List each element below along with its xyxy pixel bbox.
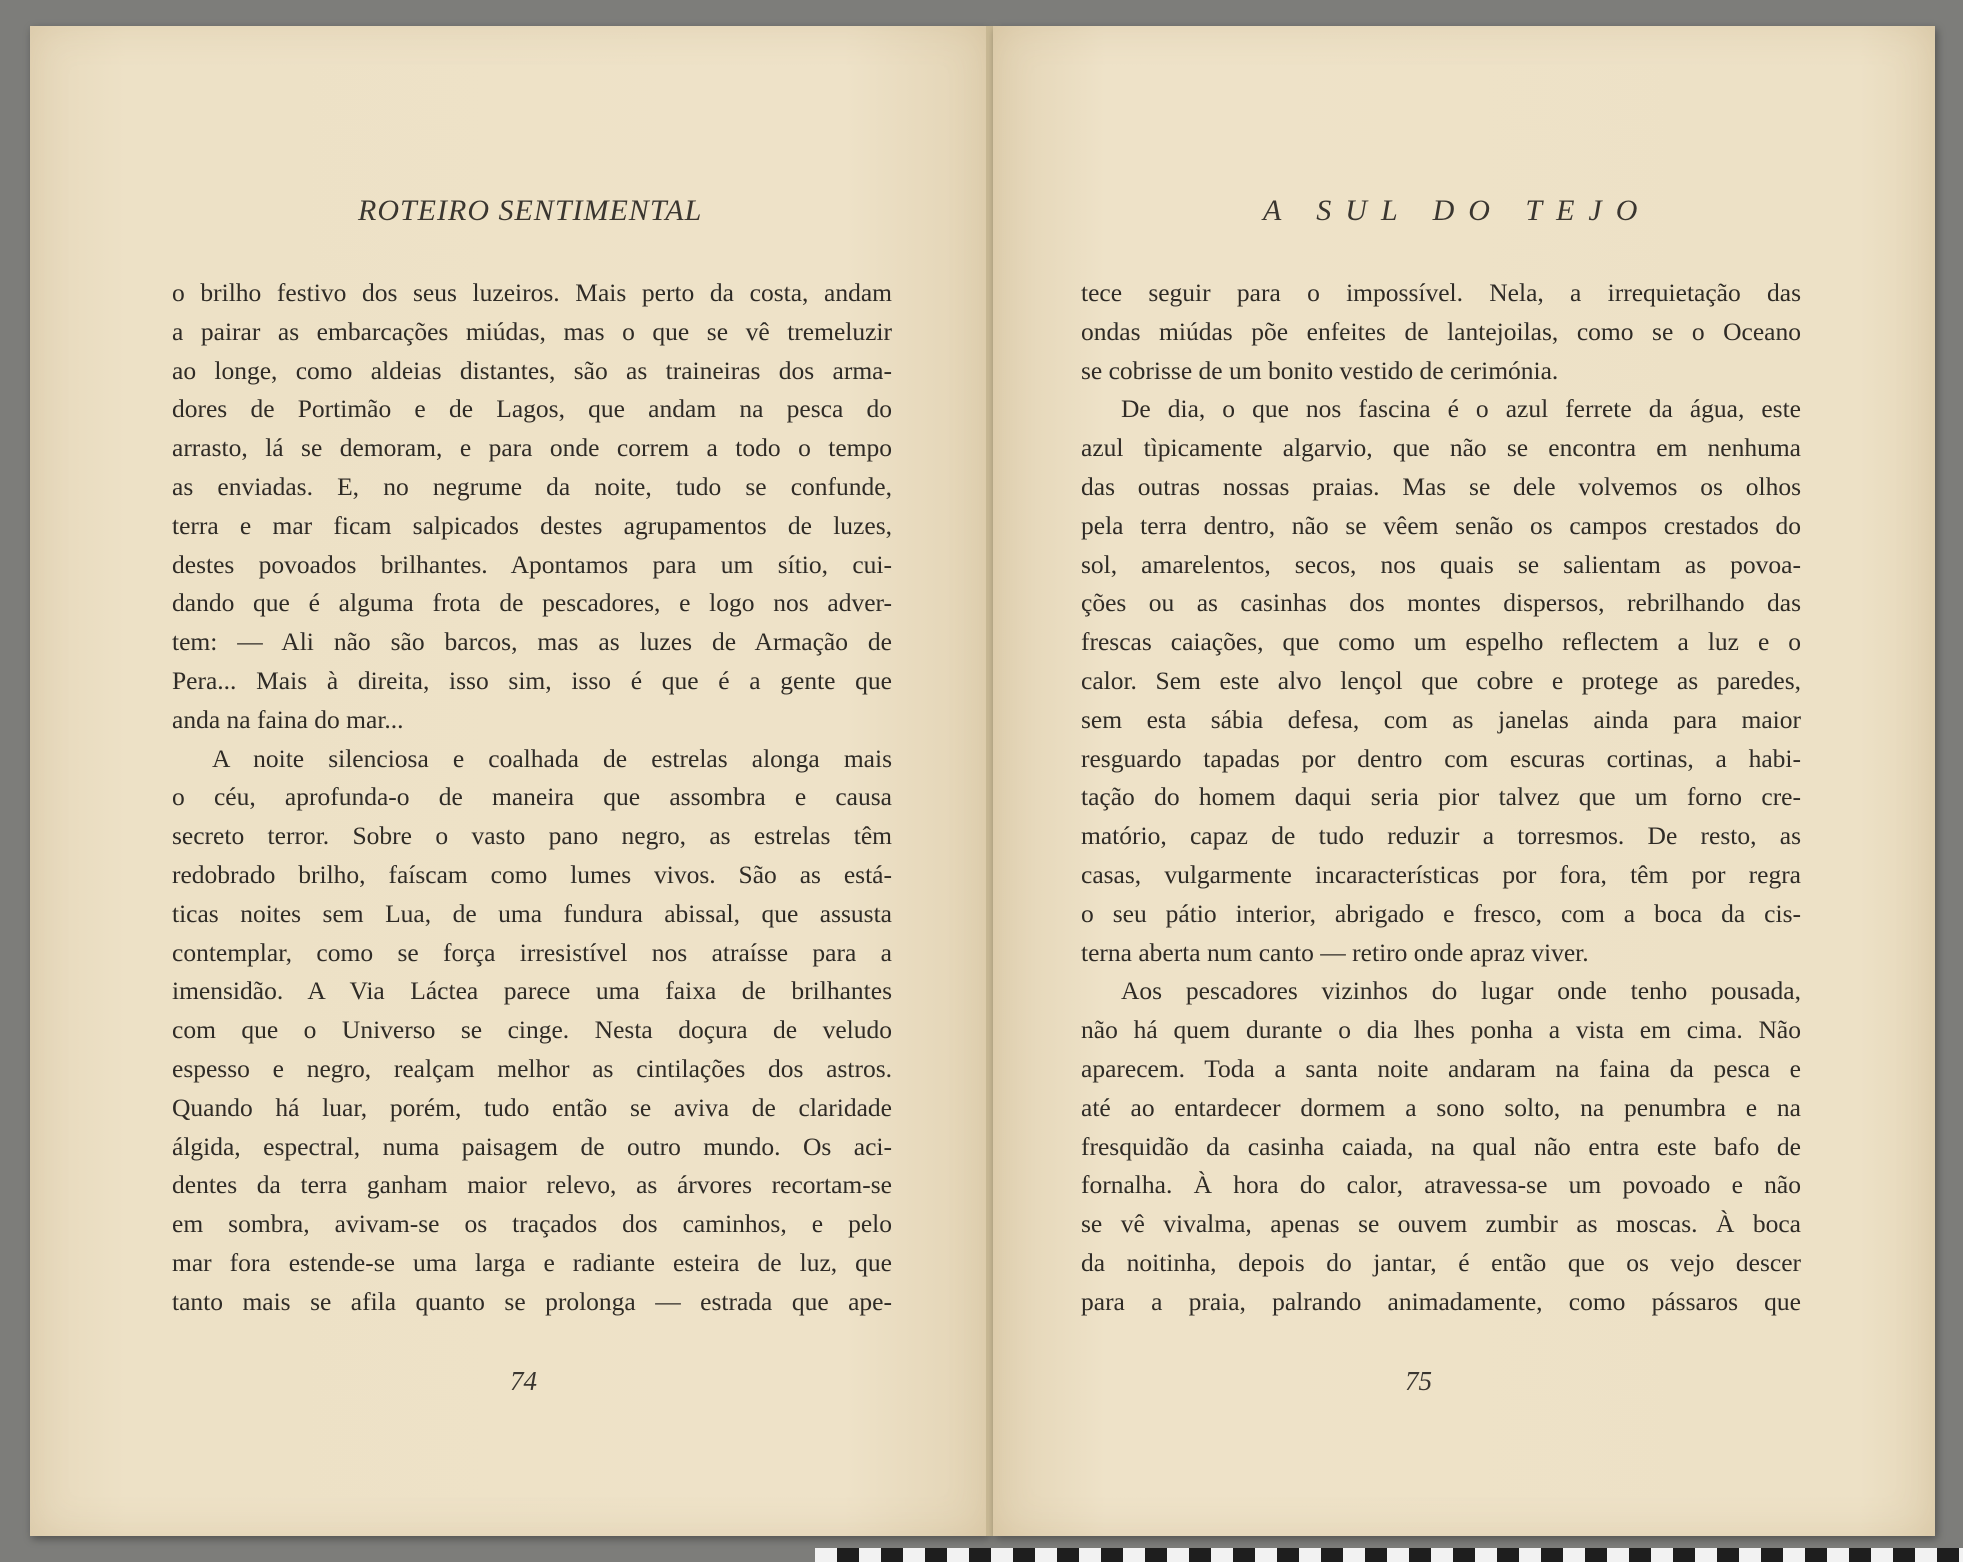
text-line: o seu pátio interior, abrigado e fresco, com a boca da cis- (1081, 898, 1801, 928)
text-line: tece seguir para o impossível. Nela, a irrequietação das (1081, 278, 1801, 307)
text-line: tem: — Ali não são barcos, mas as luzes de Armação de (172, 627, 892, 657)
text-line: frescas caiações, que como um espelho reflectem a luz e o (1081, 627, 1801, 657)
text-line: o céu, aprofunda-o de maneira que assombra e causa (172, 782, 892, 812)
text-line: ticas noites sem Lua, de uma fundura abissal, que assusta (172, 898, 892, 928)
text-line: não há quem durante o dia lhes ponha a vista em cima. Não (1081, 1015, 1801, 1045)
text-line: o brilho festivo dos seus luzeiros. Mais perto da costa, andam (172, 278, 892, 307)
text-line: se vê vivalma, apenas se ouvem zumbir as moscas. À boca (1081, 1209, 1801, 1239)
text-line: De dia, o que nos fascina é o azul ferrete da água, este (1121, 394, 1801, 424)
text-line: fresquidão da casinha caiada, na qual não entra este bafo de (1081, 1131, 1801, 1161)
page-number-left: 74 (510, 1366, 537, 1396)
text-line: com que o Universo se cinge. Nesta doçura de veludo (172, 1015, 892, 1045)
text-line: mar fora estende-se uma larga e radiante esteira de luz, que (172, 1247, 892, 1277)
text-line: contemplar, como se força irresistível nos atraísse para a (172, 937, 892, 967)
text-line: para a praia, palrando animadamente, como pássaros que (1081, 1286, 1801, 1316)
text-line: imensidão. A Via Láctea parece uma faixa de brilhantes (172, 976, 892, 1006)
text-line: redobrado brilho, faíscam como lumes vivos. São as está- (172, 859, 892, 889)
text-line: terra e mar ficam salpicados destes agrupamentos de luzes, (172, 510, 892, 540)
text-line: Pera... Mais à direita, isso sim, isso é que é a gente que (172, 665, 892, 695)
text-line: A noite silenciosa e coalhada de estrelas alonga mais (212, 743, 892, 773)
text-line: até ao entardecer dormem a sono solto, na penumbra e na (1081, 1092, 1801, 1122)
text-line: casas, vulgarmente incaracterísticas por fora, têm por regra (1081, 859, 1801, 889)
text-line: anda na faina do mar... (172, 704, 404, 734)
text-line: aparecem. Toda a santa noite andaram na faina da pesca e (1081, 1053, 1801, 1083)
text-line: álgida, espectral, numa paisagem de outro mundo. Os aci- (172, 1131, 892, 1161)
text-line: secreto terror. Sobre o vasto pano negro, as estrelas têm (172, 821, 892, 851)
text-line: dentes da terra ganham maior relevo, as árvores recortam-se (172, 1170, 892, 1200)
text-line: a pairar as embarcações miúdas, mas o que se vê tremeluzir (172, 316, 892, 346)
text-line: espesso e negro, realçam melhor as cintilações dos astros. (172, 1053, 892, 1083)
text-line: sem esta sábia defesa, com as janelas ainda para maior (1081, 704, 1801, 734)
text-line: Aos pescadores vizinhos do lugar onde tenho pousada, (1121, 976, 1801, 1006)
text-line: dores de Portimão e de Lagos, que andam na pesca do (172, 394, 892, 424)
text-line: matório, capaz de tudo reduzir a torresmos. De resto, as (1081, 821, 1801, 851)
text-line: sol, amarelentos, secos, nos quais se salientam as povoa- (1081, 549, 1801, 579)
text-line: ondas miúdas põe enfeites de lantejoilas, como se o Oceano (1081, 316, 1801, 346)
text-line: ao longe, como aldeias distantes, são as traineiras dos arma- (172, 355, 892, 385)
text-line: ções ou as casinhas dos montes dispersos, rebrilhando das (1081, 588, 1801, 618)
text-line: Quando há luar, porém, tudo então se aviva de claridade (172, 1092, 892, 1122)
text-line: as enviadas. E, no negrume da noite, tudo se confunde, (172, 471, 892, 501)
text-line: da noitinha, depois do jantar, é então que os vejo descer (1081, 1247, 1801, 1277)
book-spread (30, 26, 1935, 1536)
right-page (993, 26, 1935, 1536)
running-header-right: A SUL DO TEJO (1263, 194, 1652, 227)
text-line: terna aberta num canto — retiro onde apraz viver. (1081, 937, 1589, 967)
text-line: destes povoados brilhantes. Apontamos para um sítio, cui- (172, 549, 892, 579)
left-page (30, 26, 988, 1536)
text-line: das outras nossas praias. Mas se dele volvemos os olhos (1081, 471, 1801, 501)
text-line: em sombra, avivam-se os traçados dos caminhos, e pelo (172, 1209, 892, 1239)
text-line: tanto mais se afila quanto se prolonga — estrada que ape- (172, 1286, 892, 1316)
running-header-left: ROTEIRO SENTIMENTAL (358, 194, 703, 227)
text-line: dando que é alguma frota de pescadores, e logo nos adver- (172, 588, 892, 618)
text-line: azul tìpicamente algarvio, que não se encontra em nenhuma (1081, 433, 1801, 463)
text-line: resguardo tapadas por dentro com escuras cortinas, a habi- (1081, 743, 1801, 773)
text-line: tação do homem daqui seria pior talvez que um forno cre- (1081, 782, 1801, 812)
text-line: arrasto, lá se demoram, e para onde correm a todo o tempo (172, 433, 892, 463)
right-page-body (1081, 274, 1801, 1322)
text-line: calor. Sem este alvo lençol que cobre e protege as paredes, (1081, 665, 1801, 695)
text-line: pela terra dentro, não se vêem senão os campos crestados do (1081, 510, 1801, 540)
text-line: se cobrisse de um bonito vestido de cerimónia. (1081, 355, 1559, 385)
page-number-right: 75 (1405, 1366, 1432, 1396)
text-line: fornalha. À hora do calor, atravessa-se um povoado e não (1081, 1170, 1801, 1200)
scale-ruler (815, 1548, 1963, 1562)
left-page-body (172, 274, 892, 1322)
